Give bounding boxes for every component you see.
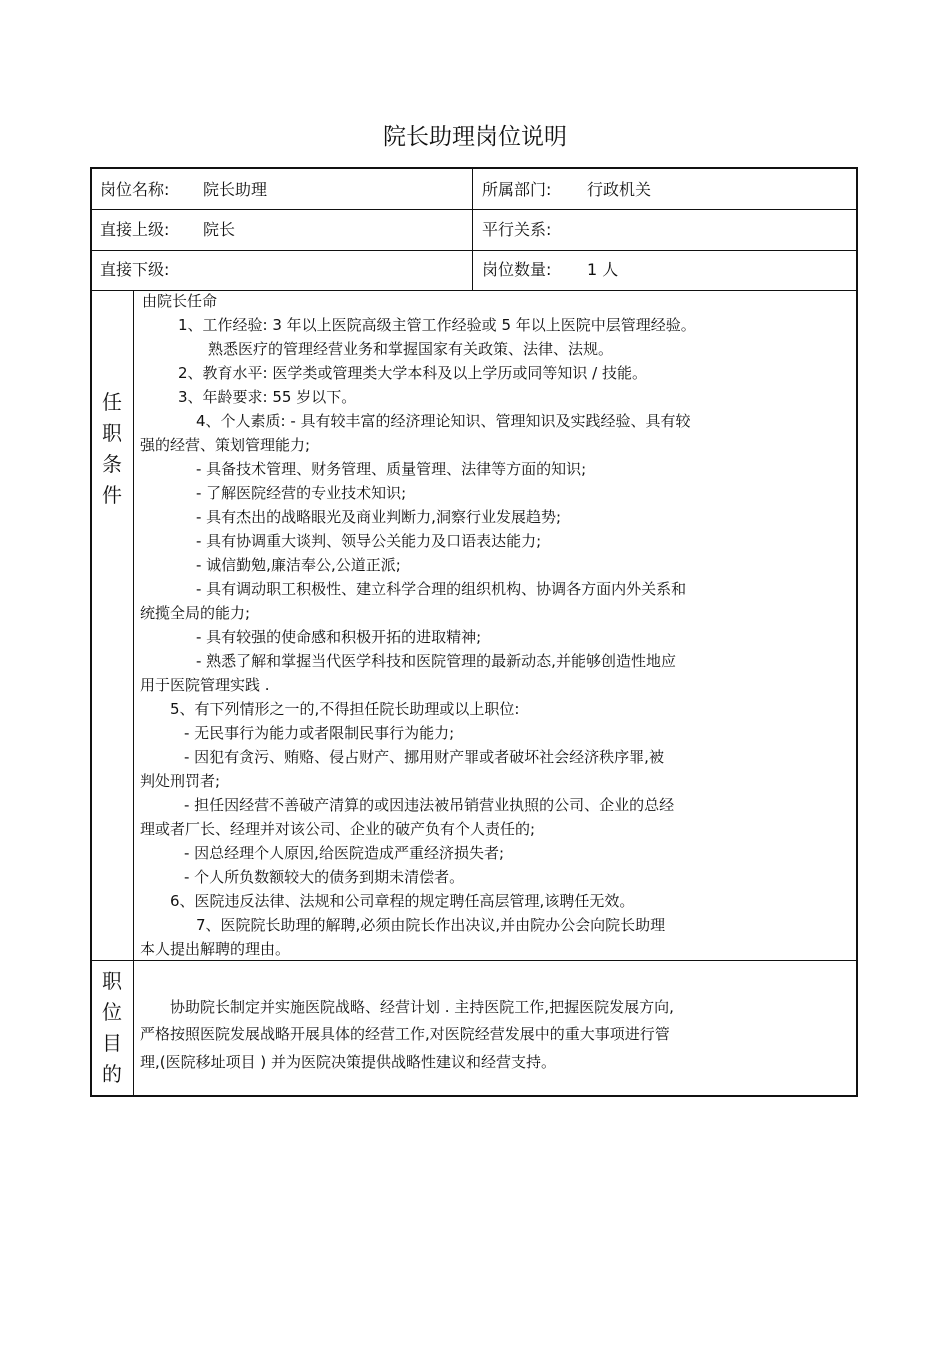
requirements-label-char: 条: [102, 452, 122, 476]
document-title: 院长助理岗位说明: [383, 124, 567, 150]
requirement-line: 1、工作经验: 3 年以上医院高级主管工作经验或 5 年以上医院中层管理经验。: [178, 316, 696, 334]
requirement-line: 4、个人素质: - 具有较丰富的经济理论知识、管理知识及实践经验、具有较: [196, 412, 691, 430]
requirements-label: [92, 387, 132, 511]
requirement-line: - 具有协调重大谈判、领导公关能力及口语表达能力;: [196, 532, 542, 550]
purpose-label-char: 目: [102, 1031, 122, 1055]
direct-superior-label: 直接上级:: [100, 220, 170, 239]
requirement-line: - 无民事行为能力或者限制民事行为能力;: [184, 724, 455, 742]
requirement-line: 本人提出解聘的理由。: [140, 940, 291, 958]
requirement-line: 强的经营、策划管理能力;: [140, 436, 311, 454]
requirement-line: 熟悉医疗的管理经营业务和掌握国家有关政策、法律、法规。: [208, 340, 614, 358]
requirement-line: - 具有杰出的战略眼光及商业判断力,洞察行业发展趋势;: [196, 508, 562, 526]
purpose-label-char: 职: [102, 969, 122, 993]
purpose-label: [92, 966, 132, 1090]
requirement-line: - 具备技术管理、财务管理、质量管理、法律等方面的知识;: [196, 460, 587, 478]
requirement-line: 7、医院院长助理的解聘,必须由院长作出决议,并由院办公会向院长助理: [196, 916, 666, 934]
direct-subordinate-label: 直接下级:: [100, 260, 170, 279]
parallel-relation-label: 平行关系:: [482, 220, 552, 239]
purpose-line: 协助院长制定并实施医院战略、经营计划 . 主持医院工作,把握医院发展方向,: [170, 998, 674, 1016]
requirement-line: 2、教育水平: 医学类或管理类大学本科及以上学历或同等知识 / 技能。: [178, 364, 647, 382]
purpose-label-char: 的: [102, 1062, 122, 1086]
requirement-line: 用于医院管理实践 .: [140, 676, 270, 694]
requirement-line: 6、医院违反法律、法规和公司章程的规定聘任高层管理,该聘任无效。: [170, 892, 635, 910]
requirement-line: - 个人所负数额较大的债务到期未清偿者。: [184, 868, 465, 886]
department-label: 所属部门:: [482, 180, 552, 199]
position-name-label: 岗位名称:: [100, 180, 170, 199]
requirement-line: - 具有调动职工积极性、建立科学合理的组织机构、协调各方面内外关系和: [196, 580, 687, 598]
column-divider: [472, 169, 473, 291]
requirements-label-char: 职: [102, 421, 122, 445]
requirement-line: - 担任因经营不善破产清算的或因违法被吊销营业执照的公司、企业的总经: [184, 796, 675, 814]
requirements-label-char: 件: [102, 483, 122, 507]
purpose-label-char: 位: [102, 1000, 122, 1024]
position-table: [90, 167, 858, 1097]
requirement-line: - 因犯有贪污、贿赂、侵占财产、挪用财产罪或者破坏社会经济秩序罪,被: [184, 748, 664, 766]
position-name-value: 院长助理: [203, 180, 268, 199]
headcount-value: 1 人: [587, 260, 619, 279]
requirement-line: - 了解医院经营的专业技术知识;: [196, 484, 407, 502]
requirement-line: - 因总经理个人原因,给医院造成严重经济损失者;: [184, 844, 505, 862]
requirement-line: - 诚信勤勉,廉洁奉公,公道正派;: [196, 556, 401, 574]
purpose-line: 严格按照医院发展战略开展具体的经营工作,对医院经营发展中的重大事项进行管: [140, 1025, 670, 1043]
requirements-label-char: 任: [102, 390, 122, 414]
requirement-line: 由院长任命: [142, 292, 218, 310]
direct-superior-value: 院长: [203, 220, 236, 239]
purpose-line: 理,(医院移址项目 ) 并为医院决策提供战略性建议和经营支持。: [140, 1053, 557, 1071]
requirement-line: 理或者厂长、经理并对该公司、企业的破产负有个人责任的;: [140, 820, 536, 838]
requirement-line: 统揽全局的能力;: [140, 604, 251, 622]
row-divider: [92, 960, 856, 961]
department-value: 行政机关: [587, 180, 652, 199]
requirement-line: 3、年龄要求: 55 岁以下。: [178, 388, 357, 406]
row-divider: [92, 250, 856, 251]
row-divider: [92, 209, 856, 210]
label-column-divider: [133, 291, 134, 1097]
requirement-line: 5、有下列情形之一的,不得担任院长助理或以上职位:: [170, 700, 520, 718]
requirement-line: 判处刑罚者;: [140, 772, 221, 790]
requirement-line: - 熟悉了解和掌握当代医学科技和医院管理的最新动态,并能够创造性地应: [196, 652, 676, 670]
headcount-label: 岗位数量:: [482, 260, 552, 279]
requirement-line: - 具有较强的使命感和积极开拓的进取精神;: [196, 628, 482, 646]
